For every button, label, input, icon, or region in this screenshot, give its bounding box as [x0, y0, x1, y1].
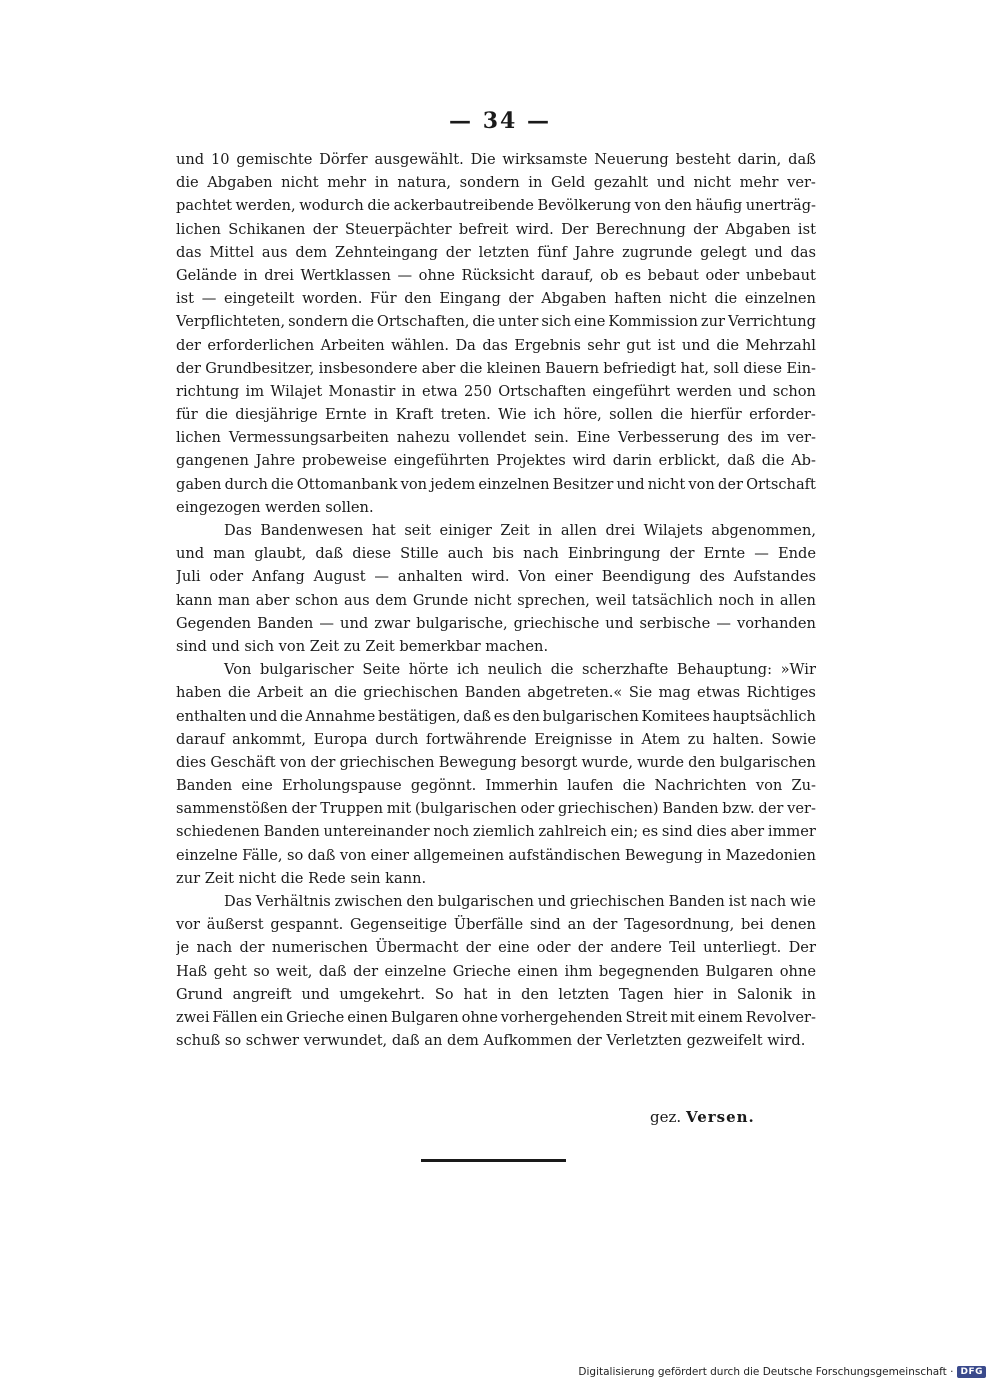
text-line: Haß geht so weit, daß der einzelne Grieche einen ihm begegnenden Bulgaren ohne [176, 962, 816, 980]
dfg-logo-icon: DFG [957, 1366, 986, 1378]
text-line: ist — eingeteilt worden. Für den Eingang der Abgaben haften nicht die einzelnen [176, 290, 816, 308]
body-text [176, 148, 816, 1052]
text-line: der Grundbesitzer, insbesondere aber die kleinen Bauern befriedigt hat, soll diese Ein- [176, 359, 816, 377]
text-line: enthalten und die Annahme bestätigen, daß es den bulgarischen Komitees hauptsächlich [176, 707, 816, 725]
text-line: lichen Schikanen der Steuerpächter befreit wird. Der Berechnung der Abgaben ist [176, 220, 816, 238]
text-line: zwei Fällen ein Grieche einen Bulgaren ohne vorhergehenden Streit mit einem Revolver- [176, 1008, 816, 1026]
text-line: Gelände in drei Wertklassen — ohne Rücksicht darauf, ob es bebaut oder unbebaut [176, 266, 816, 284]
text-line: Gegenden Banden — und zwar bulgarische, griechische und serbische — vorhanden [176, 614, 816, 632]
signature-prefix: gez. [650, 1108, 682, 1126]
text-line: Grund angreift und umgekehrt. So hat in den letzten Tagen hier in Salonik in [176, 985, 816, 1003]
text-line: pachtet werden, wodurch die ackerbautreibende Bevölkerung von den häufig unerträg- [176, 197, 816, 215]
page-number: — 34 — [449, 108, 551, 134]
text-line: Verpflichteten, sondern die Ortschaften, die unter sich eine Kommission zur Verrichtung [176, 313, 816, 331]
text-line: die Abgaben nicht mehr in natura, sondern in Geld gezahlt und nicht mehr ver- [176, 174, 816, 192]
text-line: das Mittel aus dem Zehnteingang der letzten fünf Jahre zugrunde gelegt und das [176, 243, 816, 261]
text-line: für die diesjährige Ernte in Kraft treten. Wie ich höre, sollen die hierfür erforder- [176, 406, 816, 424]
text-line: haben die Arbeit an die griechischen Banden abgetreten.« Sie mag etwas Richtiges [176, 684, 816, 702]
text-line: sammenstößen der Truppen mit (bulgarischen oder griechischen) Banden bzw. der ver- [176, 800, 816, 818]
text-line: Das Verhältnis zwischen den bulgarischen und griechischen Banden ist nach wie [224, 893, 816, 910]
text-line: und man glaubt, daß diese Stille auch bis nach Einbringung der Ernte — Ende [176, 545, 816, 563]
text-line: schuß so schwer verwundet, daß an dem Aufkommen der Verletzten gezweifelt wird. [176, 1032, 806, 1050]
text-line: Das Bandenwesen hat seit einiger Zeit in allen drei Wilajets abgenommen, [224, 522, 816, 539]
text-line: Banden eine Erholungspause gegönnt. Immerhin laufen die Nachrichten von Zu- [176, 777, 816, 795]
text-line: sind und sich von Zeit zu Zeit bemerkbar machen. [176, 637, 549, 655]
text-line: gangenen Jahre probeweise eingeführten Projektes wird darin erblickt, daß die Ab- [176, 452, 816, 470]
text-line: zur Zeit nicht die Rede sein kann. [176, 869, 427, 887]
text-line: vor äußerst gespannt. Gegenseitige Überfälle sind an der Tagesordnung, bei denen [176, 916, 816, 934]
text-line: der erforderlichen Arbeiten wählen. Da das Ergebnis sehr gut ist und die Mehrzahl [176, 336, 816, 354]
footer-text: Digitalisierung gefördert durch die Deutsche Forschungsgemeinschaft · [578, 1366, 954, 1378]
text-line: darauf ankommt, Europa durch fortwährende Ereignisse in Atem zu halten. Sowie [176, 730, 816, 748]
text-line: eingezogen werden sollen. [176, 498, 374, 516]
text-line: lichen Vermessungsarbeiten nahezu vollendet sein. Eine Verbesserung des im ver- [176, 429, 816, 447]
text-line: schiedenen Banden untereinander noch ziemlich zahlreich ein; es sind dies aber immer [176, 823, 816, 841]
text-line: richtung im Wilajet Monastir in etwa 250 Ortschaften eingeführt werden und schon [176, 382, 816, 400]
text-line: dies Geschäft von der griechischen Bewegung besorgt wurde, wurde den bulgarischen [176, 753, 816, 771]
signature-name: Versen. [685, 1108, 755, 1126]
text-line: einzelne Fälle, so daß von einer allgemeinen aufständischen Bewegung in Mazedonien [176, 846, 816, 864]
text-line: und 10 gemischte Dörfer ausgewählt. Die wirksamste Neuerung besteht darin, daß [176, 151, 816, 168]
text-line: Juli oder Anfang August — anhalten wird. Von einer Beendigung des Aufstandes [176, 568, 816, 586]
text-line: Von bulgarischer Seite hörte ich neulich die scherzhafte Behauptung: »Wir [224, 661, 816, 679]
text-line: kann man aber schon aus dem Grunde nicht sprechen, weil tatsächlich noch in allen [176, 591, 816, 609]
closing-rule [421, 1159, 566, 1162]
text-line: gaben durch die Ottomanbank von jedem einzelnen Besitzer und nicht von der Ortschaft [176, 475, 816, 493]
digitization-footer [578, 1366, 986, 1378]
signature [650, 1108, 755, 1126]
text-line: je nach der numerischen Übermacht der eine oder der andere Teil unterliegt. Der [176, 939, 816, 957]
